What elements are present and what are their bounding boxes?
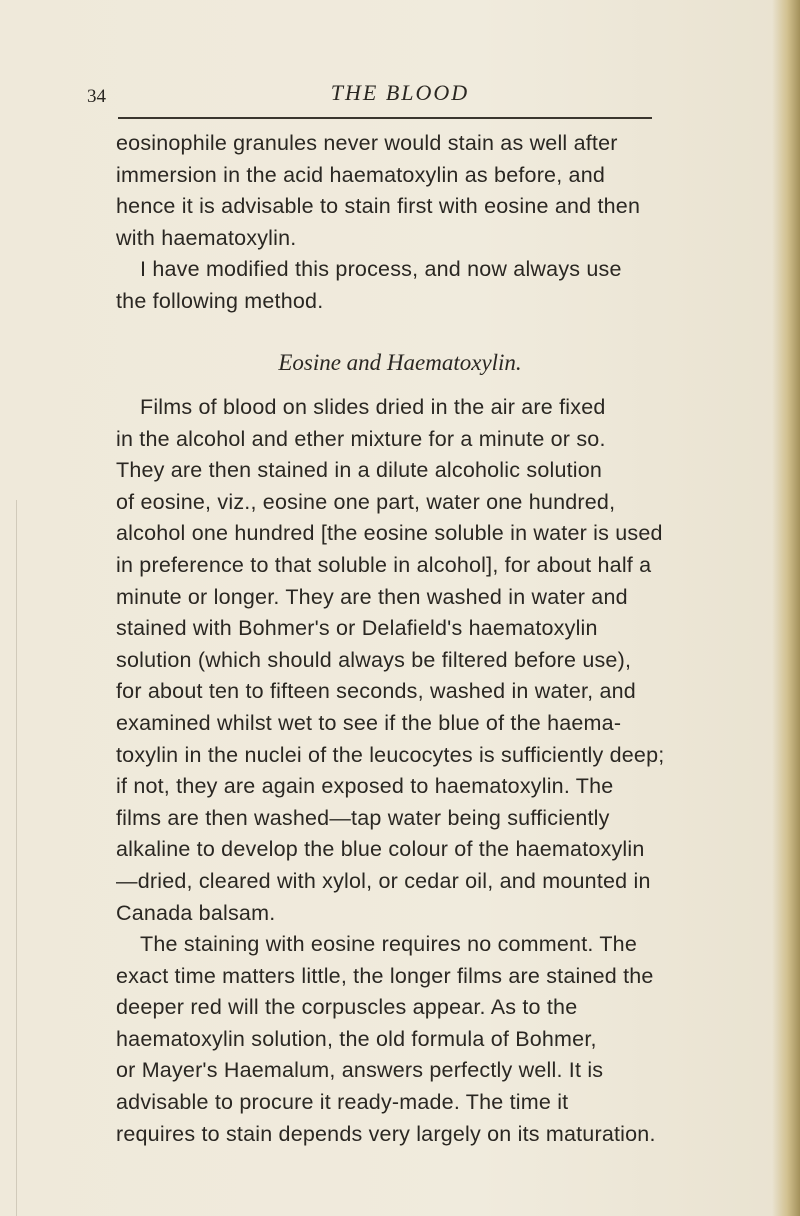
- text-line: for about ten to fifteen seconds, washed in water, and: [116, 679, 636, 704]
- text-line: in the alcohol and ether mixture for a minute or so.: [116, 426, 606, 451]
- page-gutter-line: [16, 500, 17, 1216]
- text-line: stained with Bohmer's or Delafield's haematoxylin: [116, 616, 598, 641]
- text-line: They are then stained in a dilute alcoholic solution: [116, 458, 603, 483]
- text-line: the following method.: [116, 288, 324, 313]
- text-line: haematoxylin solution, the old formula of Bohmer,: [116, 1026, 597, 1051]
- running-title: THE BLOOD: [330, 80, 470, 105]
- text-line: of eosine, viz., eosine one part, water one hundred,: [116, 489, 616, 514]
- text-line: Films of blood on slides dried in the air are fixed: [140, 395, 606, 419]
- text-line: advisable to procure it ready-made. The time it: [116, 1089, 569, 1114]
- text-line: in preference to that soluble in alcohol], for about half a: [116, 552, 652, 577]
- header-rule: [118, 117, 652, 119]
- text-line: minute or longer. They are then washed in water and: [116, 584, 628, 609]
- text-line: —dried, cleared with xylol, or cedar oil, and mounted in: [116, 868, 651, 893]
- text-line: deeper red will the corpuscles appear. As to the: [116, 995, 578, 1020]
- text-line: eosinophile granules never would stain as well after: [116, 131, 618, 155]
- paragraph-2: [116, 254, 714, 317]
- text-line: exact time matters little, the longer films are stained the: [116, 963, 654, 988]
- paragraph-4: [116, 929, 714, 1150]
- text-line: alcohol one hundred [the eosine soluble in water is used: [116, 521, 663, 546]
- text-line: with haematoxylin.: [116, 225, 297, 250]
- page-number: 34: [87, 86, 106, 107]
- text-line: films are then washed—tap water being sufficiently: [116, 805, 610, 830]
- text-line: The staining with eosine requires no comment. The: [140, 932, 637, 956]
- text-line: toxylin in the nuclei of the leucocytes is sufficiently deep;: [116, 742, 665, 767]
- paragraph-3: [116, 392, 714, 929]
- text-line: hence it is advisable to stain first with eosine and then: [116, 194, 641, 219]
- text-line: I have modified this process, and now always use: [140, 257, 622, 281]
- section-heading: Eosine and Haematoxylin.: [278, 350, 522, 375]
- text-line: if not, they are again exposed to haematoxylin. The: [116, 774, 614, 799]
- text-line: requires to stain depends very largely on its maturation.: [116, 1121, 656, 1146]
- paragraph-1: [116, 128, 714, 254]
- text-line: immersion in the acid haematoxylin as before, and: [116, 162, 606, 187]
- text-line: alkaline to develop the blue colour of the haematoxylin: [116, 837, 645, 862]
- text-line: examined whilst wet to see if the blue of the haema-: [116, 710, 622, 735]
- text-line: or Mayer's Haemalum, answers perfectly well. It is: [116, 1058, 604, 1083]
- text-line: Canada balsam.: [116, 900, 276, 925]
- text-line: solution (which should always be filtered before use),: [116, 647, 632, 672]
- page-edge-shadow: [772, 0, 800, 1216]
